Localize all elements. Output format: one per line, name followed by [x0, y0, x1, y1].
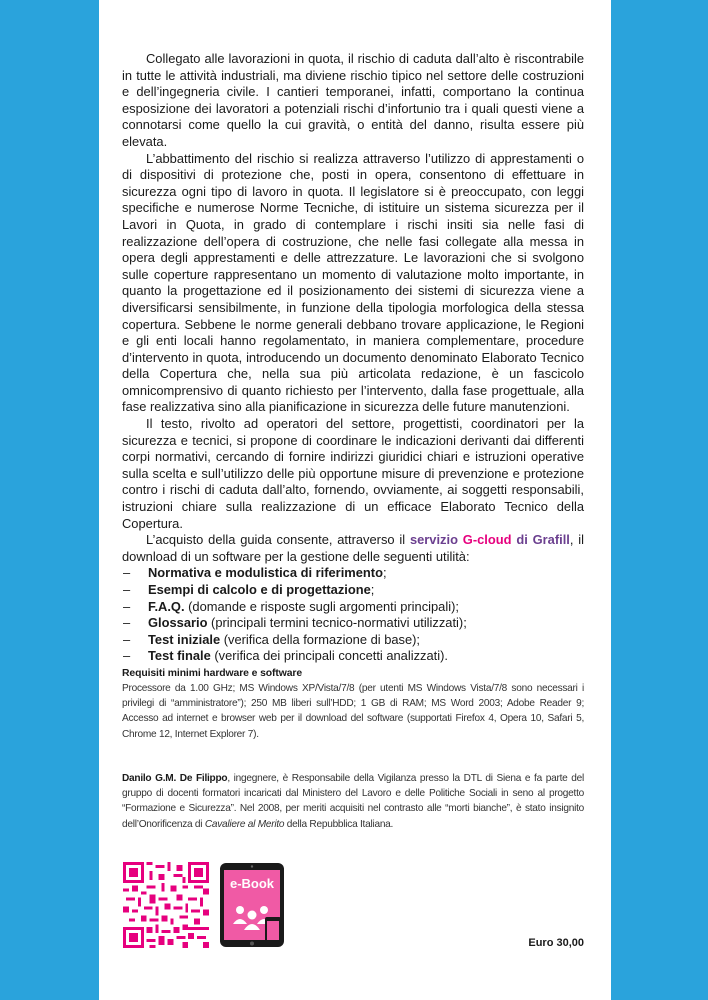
list-item: – F.A.Q. (domande e risposte sugli argomenti principali); [122, 599, 584, 616]
qr-code[interactable] [123, 862, 209, 948]
system-requirements [122, 667, 584, 742]
paragraph-download [122, 532, 584, 565]
author-bio: Danilo G.M. De Filippo, ingegnere, è Responsabile della Vigilanza presso la DTL di Siena e fa parte del gruppo di docenti formatori incaricati dal Ministero del Lavoro e delle Politiche Sociali in seno al progetto “Formazione e Sicurezza”. Nel 2008, per meriti acquisiti nel contrasto alle “morti bianche”, è stato insignito dell’Onorificenza di Cavaliere al Merito della Repubblica Italiana. [122, 773, 584, 830]
ebook-badge: e-Book [229, 876, 275, 891]
description-text [122, 51, 584, 665]
paragraph-risk-reduction: L’abbattimento del rischio si realizza attraverso l’utilizzo di apprestamenti o di dispositivi di protezione che, posti in opera, consentono di effettuare in sicurezza ogni tipo di lavoro in quota. Il legislatore si è preoccupato, con leggi specifiche e numerose Norme Tecniche, di istituire un sistema sicurezza per il Lavori in Quota, in grado di contemplare i rischi insiti sia nelle fasi di realizzazione dell’opera di costruzione, che nelle fasi collegate alla messa in opera degli apprestamenti e delle attrezzature. Le lavorazioni che si svolgono sulle coperture rappresentano un momento di valutazione molto importante, in quanto la progettazione ed il posizionamento dei sistemi di sicurezza viene a diversificarsi sensibilmente, in funzione della tipologia morfologica della stessa copertura. Sebbene le norme generali debbano trovare applicazione, le Regioni e gli enti locali hanno regolamentato, in maniera complementare, procedure d’intervento in quota, introducendo un documento denominato Elaborato Tecnico della Copertura che, nella sua più articolata redazione, è un fascicolo omnicomprensivo di quanto richiesto per l’intervento, dalla fase progettuale, alla fase realizzativa sino alla pianificazione in sicurezza delle future manutenzioni. [122, 150, 584, 415]
ebook-tablet-icon [219, 862, 287, 948]
list-item: – Glossario (principali termini tecnico-normativi utilizzati); [122, 615, 584, 632]
download-text-post: , il download di un software per la gestione delle seguenti utilità: [122, 532, 584, 564]
di-label: di [516, 532, 528, 548]
requirements-title: Requisiti minimi hardware e software [122, 668, 303, 679]
list-item: – Test iniziale (verifica della formazione di base); [122, 632, 584, 649]
features-list [122, 565, 584, 665]
download-text-pre: L’acquisto della guida consente, attraverso il [146, 532, 410, 548]
servizio-label: servizio [409, 532, 458, 548]
list-item: – Test finale (verifica dei principali concetti analizzati). [122, 648, 584, 665]
list-item: – Esempi di calcolo e di progettazione; [122, 582, 584, 599]
left-blue-band [0, 0, 99, 1000]
list-item: – Normativa e modulistica di riferimento; [122, 565, 584, 582]
paragraph-intro: Collegato alle lavorazioni in quota, il rischio di caduta dall’alto è riscontrabile in tutte le attività industriali, ma diviene rischio tipico nel settore delle costruzioni e dell’ingegneria civile. I cantieri temporanei, infatti, comportano la continua esposizione dei lavoratori a potenziali rischi d’infortunio tra i quali questi viene a connotarsi come quello la cui gravità, o entità del danno, risulta essere più elevata. [122, 51, 584, 149]
gcloud-brand: G-cloud [462, 532, 512, 548]
author-honor: Cavaliere al Merito [204, 818, 285, 830]
price-label: Euro 30,00 [528, 937, 584, 949]
right-blue-band [611, 0, 708, 1000]
grafill-brand: Grafill [532, 532, 570, 548]
paragraph-purpose: Il testo, rivolto ad operatori del settore, progettisti, coordinatori per la sicurezza e tecnici, si propone di coordinare le indicazioni derivanti dai differenti corpi normativi, cercando di fornire indirizzi giuridici chiari e istruzioni operative sulla scelta e sull’utilizzo delle più opportune misure di prevenzione e protezione contro i rischi di caduta dall’alto, fornendo, ovviamente, ai soggetti responsabili, istruzioni chiare sulla realizzazione di un efficace Elaborato Tecnico della Copertura. [122, 416, 584, 531]
requirements-text: Processore da 1.00 GHz; MS Windows XP/Vista/7/8 (per utenti MS Windows Vista/7/8 sono necessari i privilegi di “amministratore”); 250 MB liberi sull’HDD; 1 GB di RAM; MS Word 2003; Adobe Reader 9; Accesso ad internet e browser web per il download del software (supportati Firefox 4, Opera 10, Safari 5, Chrome 12, Internet Explorer 7). [122, 683, 584, 740]
author-name: Danilo G.M. De Filippo [122, 773, 228, 784]
